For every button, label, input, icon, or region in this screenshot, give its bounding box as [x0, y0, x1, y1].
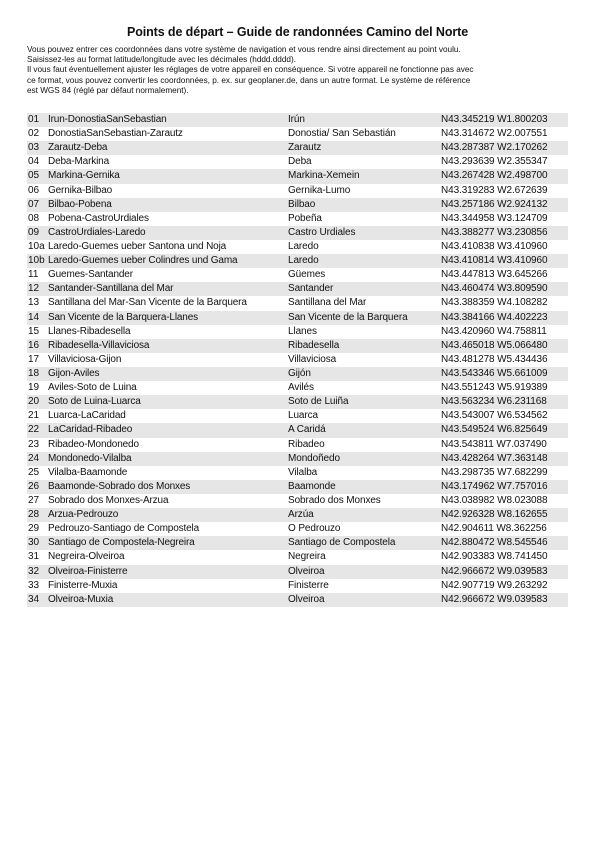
- start-coordinates: N43.038982 W8.023088: [441, 494, 548, 506]
- start-coordinates: N42.966672 W9.039583: [441, 593, 548, 605]
- stage-route: Negreira-Olveiroa: [48, 551, 125, 563]
- start-coordinates: N43.551243 W5.919389: [441, 382, 548, 394]
- table-row: [27, 339, 568, 353]
- stage-route: Markina-Gernika: [48, 170, 120, 182]
- table-row: [27, 438, 568, 452]
- table-row: [27, 155, 568, 169]
- stage-route: Luarca-LaCaridad: [48, 410, 126, 422]
- stage-route: Gijon-Aviles: [48, 367, 100, 379]
- table-row: [27, 522, 568, 536]
- stage-number: 17: [28, 353, 40, 365]
- stage-number: 32: [28, 565, 40, 577]
- start-place: San Vicente de la Barquera: [288, 311, 408, 323]
- intro-line: ce format, vous pouvez convertir les coordonnées, p. ex. sur geoplaner.de, dans un autre format. Le système de référence: [27, 75, 471, 85]
- stage-number: 04: [28, 156, 40, 168]
- stage-route: San Vicente de la Barquera-Llanes: [48, 311, 198, 323]
- start-coordinates: N43.543811 W7.037490: [441, 438, 547, 450]
- start-place: Sobrado dos Monxes: [288, 494, 381, 506]
- table-row: [27, 395, 568, 409]
- start-place: Llanes: [288, 325, 317, 337]
- start-place: Zarautz: [288, 142, 322, 154]
- stage-route: Villaviciosa-Gijon: [48, 353, 122, 365]
- stage-route: Santiago de Compostela-Negreira: [48, 537, 195, 549]
- stage-number: 24: [28, 452, 40, 464]
- start-coordinates: N42.904611 W8.362256: [441, 523, 547, 535]
- start-place: Avilés: [288, 382, 314, 394]
- start-place: Santander: [288, 283, 334, 295]
- intro-text: [27, 45, 572, 96]
- stage-number: 27: [28, 494, 40, 506]
- start-place: Baamonde: [288, 480, 336, 492]
- stage-route: Sobrado dos Monxes-Arzua: [48, 494, 169, 506]
- stage-number: 20: [28, 396, 40, 408]
- stage-number: 29: [28, 523, 40, 535]
- start-coordinates: N42.966672 W9.039583: [441, 565, 548, 577]
- start-coordinates: N43.388277 W3.230856: [441, 226, 548, 238]
- table-row: [27, 212, 568, 226]
- stage-route: Santander-Santillana del Mar: [48, 283, 174, 295]
- table-row: [27, 184, 568, 198]
- stage-number: 14: [28, 311, 40, 323]
- intro-line: Saisissez-les au format latitude/longitude avec les décimales (hddd.dddd).: [27, 55, 296, 65]
- start-place: Donostia/ San Sebastián: [288, 128, 396, 140]
- start-coordinates: N43.465018 W5.066480: [441, 339, 548, 351]
- table-row: [27, 466, 568, 480]
- table-row: [27, 593, 568, 607]
- stage-route: Laredo-Guemes ueber Colindres und Gama: [48, 255, 238, 267]
- start-coordinates: N43.410814 W3.410960: [441, 255, 548, 267]
- start-coordinates: N43.344958 W3.124709: [441, 212, 548, 224]
- stage-route: Olveiroa-Muxia: [48, 593, 114, 605]
- table-row: [27, 367, 568, 381]
- stage-number: 23: [28, 438, 40, 450]
- start-place: Luarca: [288, 410, 318, 422]
- stage-number: 22: [28, 424, 40, 436]
- stage-number: 19: [28, 382, 40, 394]
- stage-route: Mondonedo-Vilalba: [48, 452, 132, 464]
- start-coordinates: N43.319283 W2.672639: [441, 184, 548, 196]
- start-place: Deba: [288, 156, 312, 168]
- stage-route: Gernika-Bilbao: [48, 184, 113, 196]
- stage-number: 16: [28, 339, 40, 351]
- start-place: Gijón: [288, 367, 311, 379]
- start-place: Vilalba: [288, 466, 318, 478]
- stage-number: 30: [28, 537, 40, 549]
- start-coordinates: N42.907719 W9.263292: [441, 579, 548, 591]
- stage-route: Baamonde-Sobrado dos Monxes: [48, 480, 191, 492]
- table-row: [27, 579, 568, 593]
- table-row: [27, 494, 568, 508]
- start-place: Negreira: [288, 551, 326, 563]
- stage-route: Santillana del Mar-San Vicente de la Barquera: [48, 297, 247, 309]
- stage-route: Soto de Luina-Luarca: [48, 396, 141, 408]
- stage-number: 26: [28, 480, 40, 492]
- stage-number: 13: [28, 297, 40, 309]
- table-row: [27, 536, 568, 550]
- stage-route: Deba-Markina: [48, 156, 110, 168]
- stage-route: Ribadeo-Mondonedo: [48, 438, 139, 450]
- table-row: [27, 296, 568, 310]
- start-place: Laredo: [288, 240, 319, 252]
- stage-route: Guemes-Santander: [48, 269, 133, 281]
- start-place: Ribadeo: [288, 438, 325, 450]
- table-row: [27, 268, 568, 282]
- start-place: Santiago de Compostela: [288, 537, 396, 549]
- start-place: Villaviciosa: [288, 353, 337, 365]
- stage-route: Ribadesella-Villaviciosa: [48, 339, 150, 351]
- stages-table: [27, 113, 568, 607]
- start-coordinates: N42.903383 W8.741450: [441, 551, 548, 563]
- stage-route: Pobena-CastroUrdiales: [48, 212, 149, 224]
- start-place: Arzúa: [288, 509, 314, 521]
- stage-number: 08: [28, 212, 40, 224]
- table-row: [27, 423, 568, 437]
- table-row: [27, 226, 568, 240]
- start-coordinates: N43.549524 W6.825649: [441, 424, 548, 436]
- table-row: [27, 409, 568, 423]
- start-coordinates: N43.447813 W3.645266: [441, 269, 548, 281]
- stage-route: Finisterre-Muxia: [48, 579, 118, 591]
- start-place: Irún: [288, 114, 305, 125]
- start-place: Santillana del Mar: [288, 297, 367, 309]
- start-place: Gernika-Lumo: [288, 184, 351, 196]
- start-place: Soto de Luiña: [288, 396, 349, 408]
- start-coordinates: N43.563234 W6.231168: [441, 396, 547, 408]
- intro-line: Vous pouvez entrer ces coordonnées dans votre système de navigation et vous rendre ainsi directement au point voulu.: [27, 45, 461, 54]
- stage-route: Arzua-Pedrouzo: [48, 509, 119, 521]
- table-row: [27, 198, 568, 212]
- stage-number: 10a: [28, 240, 45, 252]
- table-row: [27, 282, 568, 296]
- start-place: Bilbao: [288, 198, 316, 210]
- start-coordinates: N43.298735 W7.682299: [441, 466, 548, 478]
- table-row: [27, 311, 568, 325]
- start-place: Olveiroa: [288, 565, 325, 577]
- stage-number: 21: [28, 410, 40, 422]
- stage-number: 07: [28, 198, 40, 210]
- start-place: Laredo: [288, 255, 319, 267]
- table-row: [27, 452, 568, 466]
- stage-number: 15: [28, 325, 40, 337]
- table-row: [27, 353, 568, 367]
- start-coordinates: N42.926328 W8.162655: [441, 509, 548, 521]
- start-coordinates: N43.293639 W2.355347: [441, 156, 548, 168]
- stage-route: Zarautz-Deba: [48, 142, 108, 154]
- stage-route: CastroUrdiales-Laredo: [48, 226, 146, 238]
- stage-number: 10b: [28, 255, 45, 267]
- start-place: O Pedrouzo: [288, 523, 341, 535]
- start-place: Ribadesella: [288, 339, 340, 351]
- stage-number: 34: [28, 593, 40, 605]
- stage-route: Llanes-Ribadesella: [48, 325, 131, 337]
- start-coordinates: N43.384166 W4.402223: [441, 311, 548, 323]
- table-row: [27, 141, 568, 155]
- table-row: [27, 325, 568, 339]
- stage-route: Pedrouzo-Santiago de Compostela: [48, 523, 200, 535]
- stage-number: 03: [28, 142, 40, 154]
- start-coordinates: N43.481278 W5.434436: [441, 353, 548, 365]
- start-coordinates: N43.257186 W2.924132: [441, 198, 548, 210]
- table-row: [27, 113, 568, 127]
- stage-number: 28: [28, 509, 40, 521]
- start-coordinates: N43.314672 W2.007551: [441, 128, 548, 140]
- stage-number: 11: [28, 269, 39, 281]
- stage-number: 06: [28, 184, 40, 196]
- table-row: [27, 169, 568, 183]
- start-coordinates: N43.345219 W1.800203: [441, 114, 548, 125]
- start-coordinates: N43.428264 W7.363148: [441, 452, 548, 464]
- start-place: Markina-Xemein: [288, 170, 360, 182]
- start-coordinates: N43.388359 W4.108282: [441, 297, 548, 309]
- start-coordinates: N43.420960 W4.758811: [441, 325, 547, 337]
- start-coordinates: N42.880472 W8.545546: [441, 537, 548, 549]
- stage-route: DonostiaSanSebastian-Zarautz: [48, 128, 183, 140]
- stage-number: 01: [28, 114, 40, 125]
- start-coordinates: N43.410838 W3.410960: [441, 240, 548, 252]
- start-place: Olveiroa: [288, 593, 325, 605]
- start-coordinates: N43.267428 W2.498700: [441, 170, 548, 182]
- table-row: [27, 381, 568, 395]
- stage-route: Irun-DonostiaSanSebastian: [48, 114, 167, 125]
- start-coordinates: N43.287387 W2.170262: [441, 142, 548, 154]
- stage-number: 02: [28, 128, 40, 140]
- start-coordinates: N43.174962 W7.757016: [441, 480, 548, 492]
- stage-number: 18: [28, 367, 40, 379]
- stage-route: LaCaridad-Ribadeo: [48, 424, 133, 436]
- start-place: A Caridá: [288, 424, 326, 436]
- table-row: [27, 480, 568, 494]
- stage-number: 09: [28, 226, 40, 238]
- start-coordinates: N43.543007 W6.534562: [441, 410, 548, 422]
- stage-number: 25: [28, 466, 40, 478]
- stage-number: 05: [28, 170, 40, 182]
- table-row: [27, 508, 568, 522]
- stage-number: 31: [28, 551, 40, 563]
- intro-line: est WGS 84 (réglé par défaut normalement).: [27, 85, 189, 95]
- table-row: [27, 240, 568, 254]
- stage-route: Aviles-Soto de Luina: [48, 382, 137, 394]
- start-place: Mondoñedo: [288, 452, 340, 464]
- start-place: Güemes: [288, 269, 326, 281]
- stage-route: Olveiroa-Finisterre: [48, 565, 128, 577]
- table-row: [27, 254, 568, 268]
- page-title: Points de départ – Guide de randonnées Camino del Norte: [126, 25, 469, 39]
- start-coordinates: N43.460474 W3.809590: [441, 283, 548, 295]
- stage-number: 33: [28, 579, 40, 591]
- stage-route: Vilalba-Baamonde: [48, 466, 128, 478]
- start-place: Finisterre: [288, 579, 329, 591]
- table-row: [27, 550, 568, 564]
- intro-line: Il vous faut éventuellement ajuster les réglages de votre appareil en conséquence. Si votre appareil ne fonctionne pas avec: [27, 65, 474, 75]
- start-place: Castro Urdiales: [288, 226, 356, 238]
- stage-route: Bilbao-Pobena: [48, 198, 112, 210]
- stage-route: Laredo-Guemes ueber Santona und Noja: [48, 240, 227, 252]
- table-row: [27, 127, 568, 141]
- table-row: [27, 565, 568, 579]
- stage-number: 12: [28, 283, 40, 295]
- start-coordinates: N43.543346 W5.661009: [441, 367, 548, 379]
- start-place: Pobeña: [288, 212, 322, 224]
